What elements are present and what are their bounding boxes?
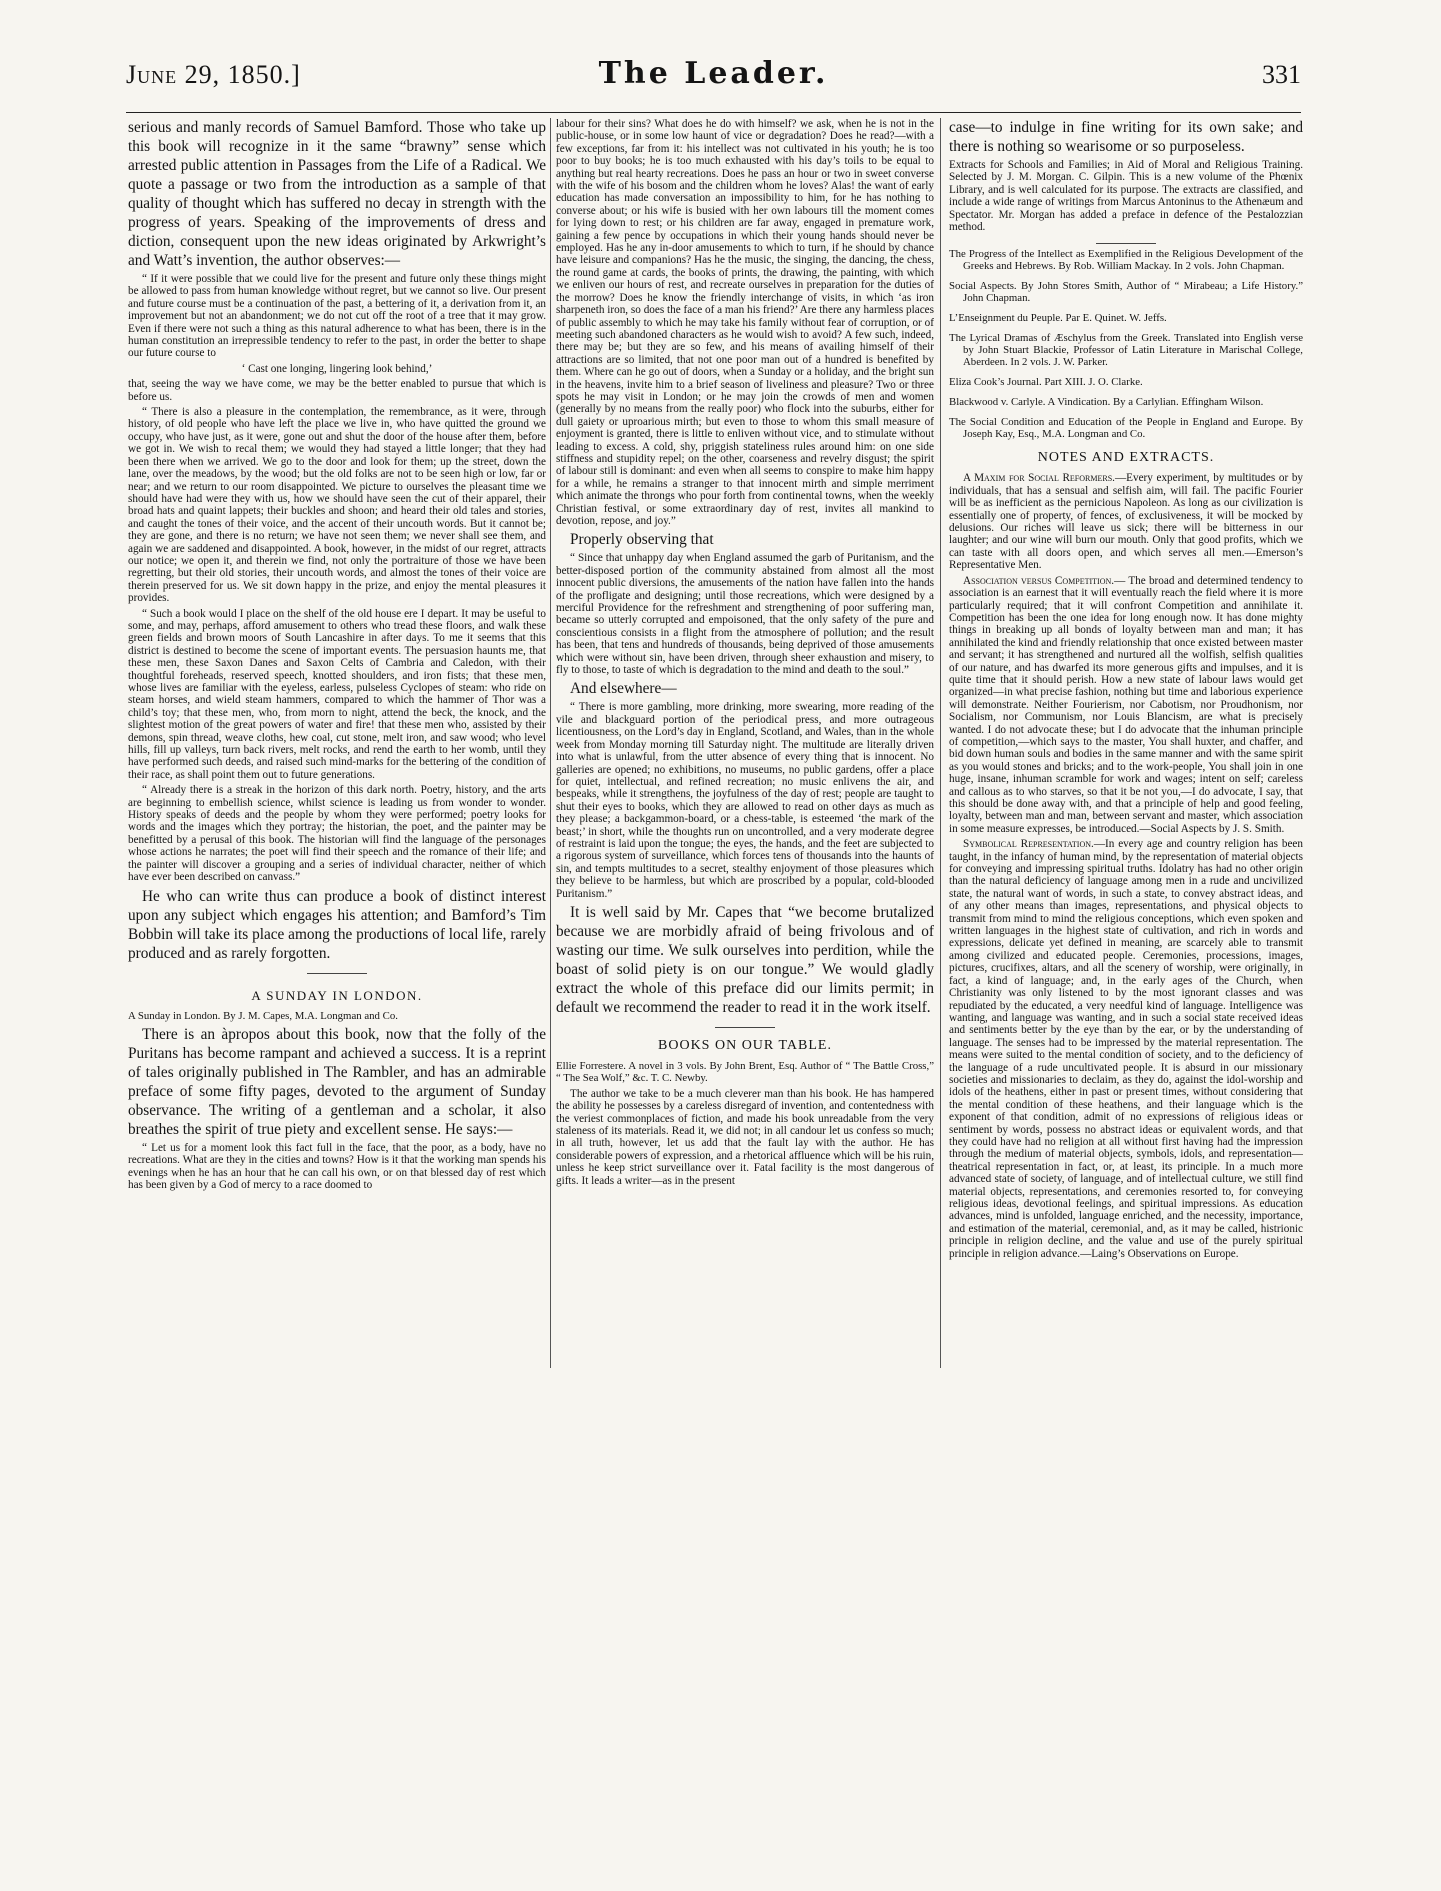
issue-date: June 29, 1850.] — [126, 60, 301, 89]
column-3 — [949, 118, 1303, 1808]
note-lead: Symbolical Representation. — [963, 838, 1094, 851]
bamford-quote-2: that, seeing the way we have come, we may be the better enabled to pursue that which is before us. — [128, 378, 546, 403]
note-lead: A Maxim for Social Reformers. — [963, 472, 1115, 485]
note-lead: Association versus Competition. — [963, 574, 1115, 587]
section-heading-sunday: A SUNDAY IN LONDON. — [251, 987, 423, 1003]
note-maxim — [949, 472, 1303, 571]
bamford-quote-3: “ There is also a pleasure in the contemplation, the remembrance, as it were, through history, of old people who have left the place we live in, who have quitted the ground we occupy, who have just, as it were, gone out and shut the door of the house after them, before we got in. We wish to recal them; we would they had stayed a little longer; that they had been there when we arrived. We go to the door and look for them; up the street, down the lane, over the meadows, by the wood; but the old folks are not to be seen high or low, far or near; and we return to our room disappointed. We picture to ourselves the pleasant time we should have had were they with us, how we should have seen the cut of their apparel, their broad hats and quaint lappets; their buckles and shoon; and heard their old tales and stories, and caught the tones of their voice, and the accent of their uncouth words. But it cannot be; they are gone, and there is no return; we have not seen them; we never shall see them, and again we are saddened and disappointed. A book, however, in the midst of our regret, attracts our notice; we open it, and therein we find, not only the portraiture of those we have been regretting, but their old stories, their uncouth words, and almost the tones of their voice are therein preserved for us. We sit down happy in the prize, and enjoy the mental pleasures it provides. — [128, 406, 546, 605]
novel-review: The author we take to be a much cleverer man than his book. He has hampered the ability he possesses by a careless disregard of invention, and contentedness with the veriest commonplaces of fiction, and made his book unreadable from the very staleness of its materials. Read it, we did not; in all candour let us confess so much; in all truth, however, let us add that the fault lay with the author. He has considerable powers of expression, and a rhetorical affluence which will be his ruin, unless he keep strict surveillance over it. Fatal facility is the most dangerous of gifts. It leads a writer—as in the present — [556, 1087, 934, 1187]
sunday-closing: It is well said by Mr. Capes that “we become brutalized because we are morbidly afraid of being frivolous and of wasting our time. We sulk ourselves into perdition, while the boast of solid piety is on our tongue.” We would gladly extract the whole of this preface did our limits permit; in default we recommend the reader to read it in the work itself. — [556, 903, 934, 1016]
novel-citation: Ellie Forrestere. A novel in 3 vols. By John Brent, Esq. Author of “ The Battle Cross,” “ The Sea Wolf,” &c. T. C. Newby. — [556, 1059, 934, 1085]
note-text: —In every age and country religion has been taught, in the infancy of human mind, by the representation of material objects for conveying and impressing spiritual truths. Idolatry has had no other origin than the natural deficiency of language among men in a rude and uncivilized state, the natural want of words, in such a state, to convey abstract ideas, and of any other means than images, representations, and physical objects to transmit from mind to mind the religious conceptions, which even spoken and written languages in the highest state of cultivation, and rich in words and expressions, delicate yet defined in meaning, are scarcely able to transmit among civilized and educated people. Ceremonies, processions, images, pictures, crucifixes, altars, and all the scenery of worship, were originally, in fact, a kind of language; and, in the early ages of the Church, when Christianity was only listened to by the most ignorant classes and was repudiated by the educated, a very needful kind of language. Intelligence was wanting, and language was wanting, and in such a social state received ideas and sentiments better by the eye than by the ear, or by the understanding of language. The senses had to be impressed by the material representation. The means were suited to the mental condition of society, and to the deficiency of the language of a rude uncultivated people. It is absurd in our missionary societies and missionaries to declaim, as they do, against the idol-worship and idols of the heathens, either in past or present times, without considering that the mental condition of these heathens, and their language which is the exponent of that condition, admit of no expressions of religious ideas or sentiment by words, possess no abstract ideas or equivalent words, and that they could have had no religion at all without first having had the impression through the medium of material objects, symbols, idols, and representation—theatrical representation in fact, or, at least, its principle. In a much more advanced state of society, of language, and of intellectual culture, we still find material objects, representations, and ceremonies resorted to, for conveying religious ideas, devotional feelings, and spiritual impressions. As education advances, mind is unfolded, language enriched, and the necessity, importance, and estimation of the material, ceremonial, and, as it may be called, histrionic principle in religion decline, and the value and use of the purely spiritual principle in religion advance.—Laing’s Observations on Europe. — [949, 838, 1303, 1260]
section-rule — [307, 973, 367, 974]
sunday-review: There is an àpropos about this book, now that the folly of the Puritans has become rampant and achieved a success. It is a reprint of tales originally published in The Rambler, and has an admirable preface of some fifty pages, devoted to the argument of Sunday observance. The writing of a gentleman and a scholar, it also breathes the spirit of true piety and excellent sense. He says:— — [128, 1025, 546, 1138]
book-listing: L’Enseignment du Peuple. Par E. Quinet. W. Jeffs. — [949, 312, 1167, 325]
book-listing: The Social Condition and Education of the People in England and Europe. By Joseph Kay, Esq., M.A. Longman and Co. — [949, 416, 1303, 441]
sunday-lead-1: Properly observing that — [570, 531, 714, 549]
sunday-quote-2: “ Since that unhappy day when England assumed the garb of Puritanism, and the better-disposed portion of the community abstained from almost all the most innocent public diversions, the amusements of the nation have fallen into the hands of the profligate and designing; until those recreations, which were designed by a merciful Providence for the refreshment and strengthening of poor suffering man, became so utterly corrupted and empoisoned, that the only safety of the pure and conscientious consists in a flight from the atmosphere of pollution; and the result has been, that tens and hundreds of thousands, being deprived of those amusements which were without sin, have been driven, through sheer exhaustion and misery, to fly to those, to taste of which is degradation to the mind and death to the soul.” — [556, 552, 934, 677]
section-rule-2 — [715, 1027, 775, 1028]
book-listing: Blackwood v. Carlyle. A Vindication. By a Carlylian. Effingham Wilson. — [949, 396, 1264, 409]
column-1 — [128, 118, 546, 1808]
header-rule — [126, 112, 1301, 113]
book-listing: Eliza Cook’s Journal. Part XIII. J. O. Clarke. — [949, 376, 1143, 389]
novel-review-cont: case—to indulge in fine writing for its own sake; and there is nothing so wearisome or so purposeless. — [949, 119, 1303, 155]
book-listing: The Progress of the Intellect as Exemplified in the Religious Development of the Greeks and Hebrews. By Rob. William Mackay. In 2 vols. John Chapman. — [949, 248, 1303, 273]
book-listing: Social Aspects. By John Stores Smith, Author of “ Mirabeau; a Life History.” John Chapman. — [949, 280, 1303, 305]
note-text: —Every experiment, by multitudes or by individuals, that has a sensual and selfish aim, will fail. The pacific Fourier will be as inefficient as the pernicious Napoleon. As long as our civilization is essentially one of property, of fences, of exclusiveness, it will be mocked by delusions. Our riches will leave us sick; there will be bitterness in our laughter; and our wine will burn our mouth. Only that good profits, which we can taste with all doors open, and which serves all men.—Emerson’s Representative Men. — [949, 472, 1303, 572]
bamford-conclusion: He who can write thus can produce a book of distinct interest upon any subject which engages his attention; and Bamford’s Tim Bobbin will take its place among the productions of local life, rarely produced and as rarely forgotten. — [128, 887, 546, 962]
section-heading-books: BOOKS ON OUR TABLE. — [658, 1037, 832, 1053]
sunday-quote-1: “ Let us for a moment look this fact full in the face, that the poor, as a body, have no recreations. What are they in the cities and towns? How is it that the working man spends his evenings when he has an hour that he can call his own, or on that blessed day of rest which has been given by a God of mercy to a race doomed to — [128, 1141, 546, 1192]
sunday-quote-cont: labour for their sins? What does he do with himself? we ask, when he is not in the public-house, or in some low haunt of vice or degradation? Does he read?—with a few exceptions, far from it: his intellect was not cultivated in his youth; he is too poor to buy books; he is too much exhausted with his day’s toils to be equal to anything but real hearty recreations. Does he pass an hour or two in sweet converse with the wife of his bosom and the children whom he loves? Alas! the want of early education has made conversation an impossibility to him, for he has nothing to converse about; or his wife is busied with her own labours till the moment comes for lying down to rest; or his children are far away, engaged in premature work, gaining a few pence by occupations in which their young hands should never be employed. Has he any in-door amusements to which to turn, if he should by chance have leisure and companions? Has he the music, the singing, the dancing, the chess, the round game at cards, the books of prints, the drawing, the painting, with which we enliven our hours of rest, and recreate ourselves in preparation for the duties of the morrow? Does he know the friendly interchange of visits, in which ‘as iron sharpeneth iron, so does the face of a man his friend?’ Are there any harmless places of public assembly to which he may take his family without fear of corruption, or of meeting such abandoned characters as he would wish to avoid? A few such, indeed, there may be; but they are so few, and his means of availing himself of their attractions are so limited, that not one poor man out of a hundred is benefited by them. Where can he go out of doors, when a Sunday or a holiday, and the bright sun in the heavens, invite him to a brief season of liveliness and pleasure? Two or three spots he may visit in London; or he may join the crowds of men and women (generally by no means from the really poor) who flock into the suburbs, either for dull gaiety or uproarious mirth; but even to those to whom this small measure of enjoyment is granted, there is little to enliven without vice, and to stimulate without leading to excess. A cold, shy, priggish stateliness rules around him: on one side stiffness and stupidity repel; on the other, coarseness and revelry disgust; the spirit of labour still is dominant: and even when all seems to conspire to make him happy for a while, he remains a stranger to that innocent mirth and simple merriment which animate the throngs who pour forth from continental towns, when the weekly Christian festival, or some extraordinary day of rest, invites all mankind to devotion, repose, and joy.” — [556, 118, 934, 527]
note-symbolical — [949, 838, 1303, 1260]
column-divider-2 — [940, 118, 941, 1368]
sunday-citation: A Sunday in London. By J. M. Capes, M.A. Longman and Co. — [128, 1009, 398, 1022]
bamford-quote-5: “ Already there is a streak in the horizon of this dark north. Poetry, history, and the arts are beginning to embellish science, whilst science is leading us from wonder to wonder. History speaks of deeds and the people by whom they were performed; poetry looks for words and the images which they portray; the historian, the poet, and the painter may be benefitted by a perusal of this book. The historian will find the language of the personages whose actions he narrates; the poet will find their speech and the romance of their life; and the painter will discover a grouping and a series of individual character, neither of which have ever been described on canvass.” — [128, 784, 546, 884]
section-rule-3 — [1096, 243, 1156, 244]
section-heading-notes: NOTES AND EXTRACTS. — [1037, 450, 1215, 466]
note-association — [949, 575, 1303, 836]
masthead-title: The Leader. — [598, 56, 829, 91]
page-header — [126, 50, 1301, 110]
column-divider-1 — [550, 118, 551, 1368]
page-number: 331 — [1262, 60, 1301, 89]
sunday-quote-3: “ There is more gambling, more drinking, more swearing, more reading of the vile and blackguard portion of the periodical press, and more outrageous licentiousness, on the Lord’s day in England, Scotland, and Wales, than in the whole week from Monday morning till Saturday night. The multitude are literally driven into what is unlawful, from the utter absence of every thing that is innocent. No galleries are opened; no exhibitions, no museums, no public gardens, offer a place for quiet, intellectual, and refined recreation; no music enlivens the air, and bespeaks, while it strengthens, the joyfulness of the day of rest; people are taught to shut their eyes to books, which they are allowed to read on other days as much as they please; a backgammon-board, or a chess-table, is esteemed ‘the mark of the beast;’ in short, while the thoughts run on uncontrolled, and a very moderate degree of restraint is laid upon the tongue; the eyes, the hands, and the feet are subjected to a rigorous system of surveillance, which forces tens of thousands into the haunts of sin, and tempts multitudes to a secret, stealthy enjoyment of those pleasures which they believe to be harmless, but which are proscribed by a popular, cold-blooded Puritanism.” — [556, 701, 934, 900]
bamford-intro: serious and manly records of Samuel Bamford. Those who take up this book will recognize in it the same “brawny” sense which arrested public attention in Passages from the Life of a Radical. We quote a passage or two from the introduction as a sample of that quality of thought which has suffered no decay in strength with the progress of years. Speaking of the improvements of dress and diction, consequent upon the new ideas originated by Arkwright’s and Watt’s invention, the author observes:— — [128, 119, 546, 269]
column-2 — [556, 118, 934, 1808]
book-listing: The Lyrical Dramas of Æschylus from the Greek. Translated into English verse by John Stuart Blackie, Professor of Latin Literature in Marischal College, Aberdeen. In 2 vols. J. W. Parker. — [949, 332, 1303, 369]
verse-line: ‘ Cast one longing, lingering look behind,’ — [241, 362, 433, 375]
note-text: — The broad and determined tendency to association is an earnest that it will eventually reach the field where it is more particularly required; that it will confront Competition and annihilate it. Competition has been the one idea for long enough now. It has done mighty things in breaking up all bonds of loyalty between man and man; it has annihilated the kind and friendly relationship that once existed between master and servant; it has strengthened and nurtured all the wolfish, selfish qualities of our nature, and has dwarfed its more generous gifts and impulses, and it is quite time that it should perish. How a new state of labour laws would get organized—in what precise fashion, nothing but time and laborious experience will demonstrate. Neither Fourierism, nor Cabotism, nor Proudhonism, nor Socialism, nor Communism, nor Louis Blancism, are what is precisely wanted. I do not advocate these; but I do advocate that the inhuman principle of competition,—which says to the master, You shall huxter, and chaffer, and bid down human souls and bodies in the same manner and with the same spirit as you would stones and bricks; and to the work-people, You shall join in one huge, insane, inhuman scramble for work and wages; intent on self; careless and callous as to who starves, so that it be not you,—I do advocate, I say, that this should be done away with, and that a principle of help and good feeling, loyalty, between man and man, between servant and master, which association in some measure expresses, be introduced.—Social Aspects by J. S. Smith. — [949, 574, 1303, 835]
bamford-quote-1: “ If it were possible that we could live for the present and future only these things might be allowed to pass from human knowledge without regret, but we cannot so live. Our present and future course must be a continuation of the past, a bettering of it, a derivation from it, an improvement but not an abandonment; we do not cut off the root of a tree that it may grow. Even if there were not such a thing as this natural adherence to what has been, there is in the human constitution an irrepressible tendency to refer to the past, in order the better to shape our future course to — [128, 273, 546, 360]
bamford-quote-4: “ Such a book would I place on the shelf of the old house ere I depart. It may be useful to some, and may, perhaps, afford amusement to others who tread these floors, and walk these green fields and brown moors of South Lancashire in after days. To me it seems that this district is destined to become the scene of important events. The persuasion haunts me, that these men, these Saxon Danes and Saxon Celts of Cambria and Caledon, with their thoughtful foreheads, reserved speech, knotted shoulders, and iron fists; that these men, whose lives are familiar with the eyeless, earless, pulseless Cyclopes of steam: who ride on steam horses, and wield steam hammers, compared to which the hammer of Thor was a child’s toy; that these men, who, from morn to night, attend the beck, the knock, and the slightest motion of the great powers of water and fire! that these men who, assisted by their demons, spin thread, weave cloths, hew coal, cut stone, melt iron, and saw wood; who level hills, fill up valleys, turn back rivers, melt rocks, and rend the earth to her womb, until they have performed such deeds, and raised such mind-marks for the bettering of the condition of their race, as shall point them out to future generations. — [128, 607, 546, 781]
extracts-notice: Extracts for Schools and Families; in Aid of Moral and Religious Training. Selected by J. M. Morgan. C. Gilpin. This is a new volume of the Phœnix Library, and is well calculated for its purpose. The extracts are classified, and include a wide range of writings from Marcus Antoninus to the Athenæum and Spectator. Mr. Morgan has added a preface in defence of the Pestalozzian method. — [949, 159, 1303, 234]
sunday-lead-2: And elsewhere— — [570, 680, 677, 698]
